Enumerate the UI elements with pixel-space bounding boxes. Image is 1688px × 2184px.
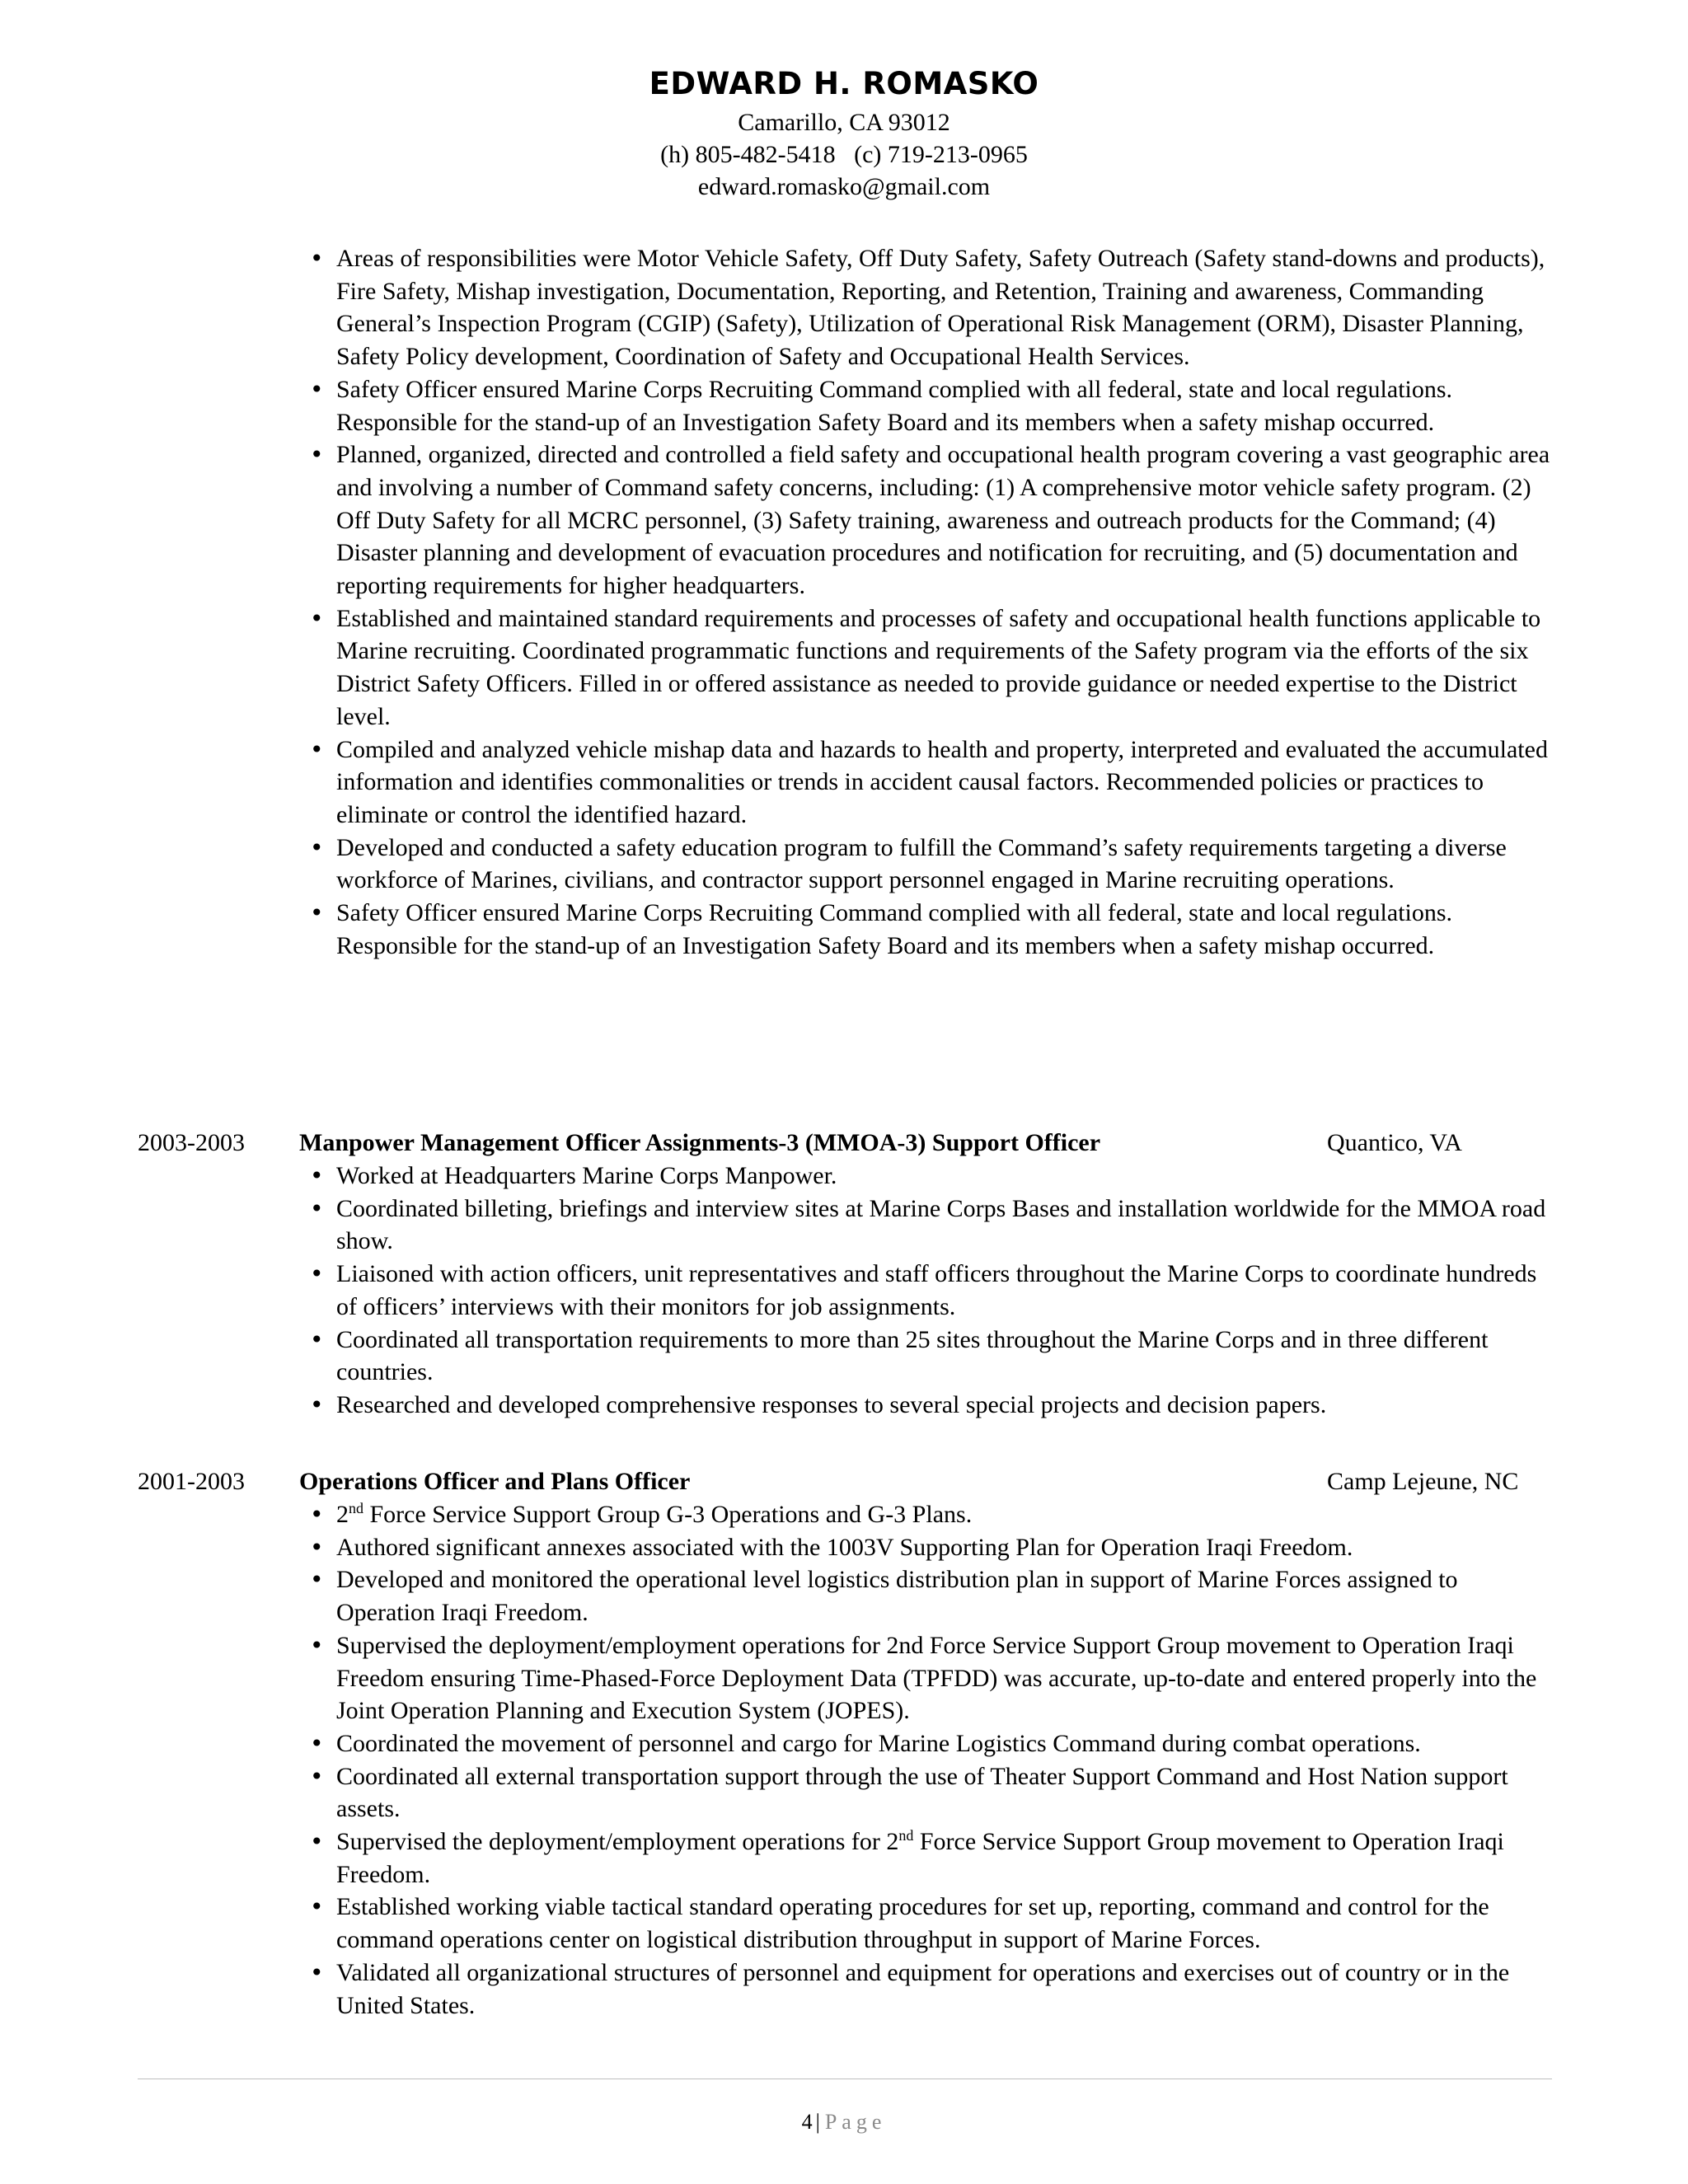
role-title: Manpower Management Officer Assignments-3 (MMOA-3) Support Officer xyxy=(299,1129,1101,1156)
role-bullet-list xyxy=(336,1160,1556,1422)
candidate-name: EDWARD H. ROMASKO xyxy=(649,66,1039,101)
list-item: • Supervised the deployment/employment operations for 2nd Force Service Support Group movement to Operation Iraqi Freedom. xyxy=(336,1825,1556,1891)
list-item: • Developed and monitored the operational level logistics distribution plan in support of Marine Forces assigned to Operation Iraqi Freedom. xyxy=(336,1563,1556,1629)
list-item: • Safety Officer ensured Marine Corps Recruiting Command complied with all federal, state and local regulations. Responsible for the stand-up of an Investigation Safety Board and its members when a safety mishap occurred. xyxy=(336,897,1556,962)
list-item: • Developed and conducted a safety education program to fulfill the Command’s safety requirements targeting a diverse workforce of Marines, civilians, and contractor support personnel engaged in Marine recruiting operations. xyxy=(336,832,1556,897)
list-item: • Compiled and analyzed vehicle mishap data and hazards to health and property, interpreted and evaluated the accumulated information and identifies commonalities or trends in accident causal factors. Recommended policies or practices to eliminate or control the identified hazard. xyxy=(336,733,1556,832)
page-separator: | xyxy=(815,2110,820,2134)
list-item: • Established working viable tactical standard operating procedures for set up, reporting, command and control for the command operations center on logistical distribution throughput in support of Marine Forces. xyxy=(336,1891,1556,1956)
list-item: • Coordinated all external transportation support through the use of Theater Support Command and Host Nation support assets. xyxy=(336,1760,1556,1825)
page-label: Page xyxy=(824,2110,887,2134)
list-item: • Areas of responsibilities were Motor Vehicle Safety, Off Duty Safety, Safety Outreach (Safety stand-downs and products), Fire Safety, Mishap investigation, Documentation, Reporting, and Retention, Training and awareness, Commanding General’s Inspection Program (CGIP) (Safety), Utilization of Operational Risk Management (ORM), Disaster Planning, Safety Policy development, Coordination of Safety and Occupational Health Services. xyxy=(336,242,1556,373)
list-item: • Validated all organizational structures of personnel and equipment for operations and exercises out of country or in the United States. xyxy=(336,1957,1556,2022)
role-mmoa-support-officer xyxy=(138,1127,1546,1422)
address: Camarillo, CA 93012 xyxy=(738,109,950,136)
list-item: • Supervised the deployment/employment operations for 2nd Force Service Support Group movement to Operation Iraqi Freedom ensuring Time-Phased-Force Deployment Data (TPFDD) was accurate, up-to-date and entered properly into the Joint Operation Planning and Execution System (JOPES). xyxy=(336,1629,1556,1727)
list-item: • Worked at Headquarters Marine Corps Manpower. xyxy=(336,1160,1556,1193)
list-item: • Liaisoned with action officers, unit representatives and staff officers throughout the Marine Corps to coordinate hundreds of officers’ interviews with their monitors for job assignments. xyxy=(336,1258,1556,1323)
role-years: 2001-2003 xyxy=(138,1468,245,1495)
email: edward.romasko@gmail.com xyxy=(697,173,991,200)
role-bullet-list xyxy=(336,1498,1556,2022)
list-item: • Authored significant annexes associated with the 1003V Supporting Plan for Operation Iraqi Freedom. xyxy=(336,1531,1556,1564)
list-item: • Coordinated all transportation requirements to more than 25 sites throughout the Marine Corps and in three different countries. xyxy=(336,1324,1556,1389)
list-item: • Researched and developed comprehensive responses to several special projects and decision papers. xyxy=(336,1389,1556,1422)
role-location: Quantico, VA xyxy=(1327,1129,1462,1156)
list-item: • Coordinated billeting, briefings and interview sites at Marine Corps Bases and installation worldwide for the MMOA road show. xyxy=(336,1193,1556,1258)
continued-bullet-list xyxy=(336,242,1556,962)
role-location: Camp Lejeune, NC xyxy=(1327,1468,1519,1495)
role-header xyxy=(138,1465,1539,1498)
page-footer xyxy=(0,2110,1688,2135)
role-header xyxy=(138,1127,1539,1160)
role-title: Operations Officer and Plans Officer xyxy=(299,1468,691,1495)
resume-header xyxy=(0,66,1688,203)
role-years: 2003-2003 xyxy=(138,1129,245,1156)
list-item: • Planned, organized, directed and controlled a field safety and occupational health program covering a vast geographic area and involving a number of Command safety concerns, including: (1) A comprehensive motor vehicle safety program. (2) Off Duty Safety for all MCRC personnel, (3) Safety training, awareness and outreach products for the Command; (4) Disaster planning and development of evacuation procedures and notification for recruiting, and (5) documentation and reporting requirements for higher headquarters. xyxy=(336,438,1556,602)
phone-numbers: (h) 805-482-5418 (c) 719-213-0965 xyxy=(660,141,1028,168)
page-number: 4 xyxy=(801,2110,813,2134)
list-item: • Established and maintained standard requirements and processes of safety and occupational health functions applicable to Marine recruiting. Coordinated programmatic functions and requirements of the Safety program via the efforts of the six District Safety Officers. Filled in or offered assistance as needed to provide guidance or needed expertise to the District level. xyxy=(336,602,1556,733)
role-operations-plans-officer xyxy=(138,1465,1539,2022)
list-item: • Safety Officer ensured Marine Corps Recruiting Command complied with all federal, state and local regulations. Responsible for the stand-up of an Investigation Safety Board and its members when a safety mishap occurred. xyxy=(336,373,1556,438)
list-item: • 2nd Force Service Support Group G-3 Operations and G-3 Plans. xyxy=(336,1498,1556,1531)
list-item: • Coordinated the movement of personnel and cargo for Marine Logistics Command during combat operations. xyxy=(336,1727,1556,1760)
